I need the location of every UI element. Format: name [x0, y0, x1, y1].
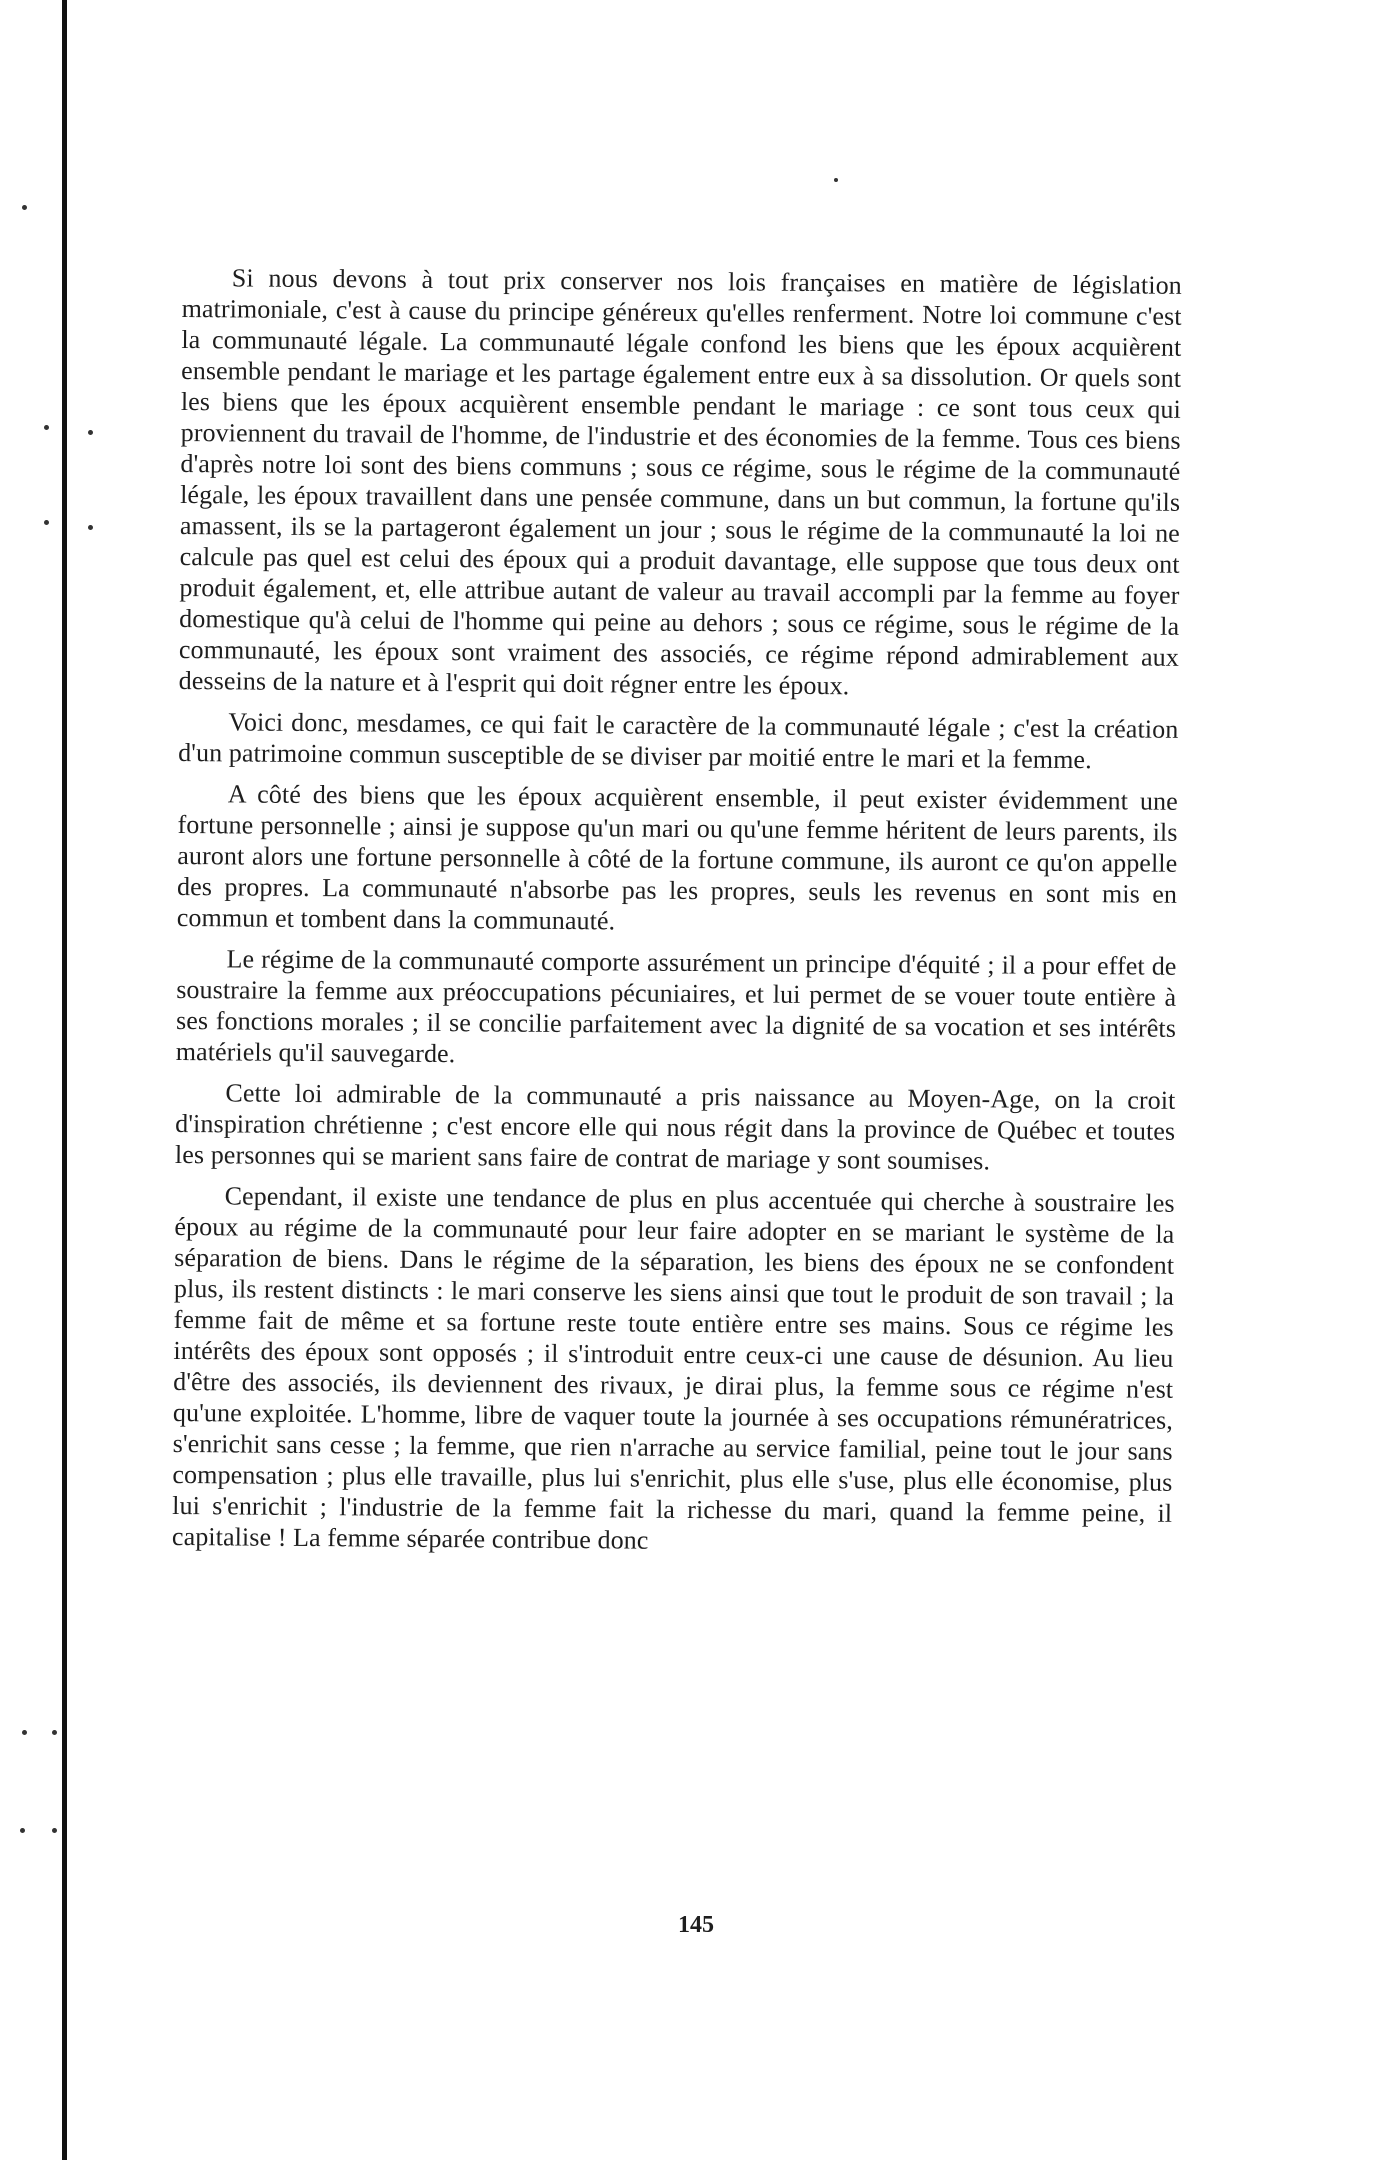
paragraph: Le régime de la communauté comporte assurément un principe d'équité ; il a pour effet de soustraire la femme aux préoccupations pécuniaires, et lui permet de se vouer toute entière à ses fonctions morales ; il se concilie parfaitement avec la dignité de sa vocation et ses intérêts matériels qu'il sauvegarde. [175, 944, 1177, 1069]
paragraph: A côté des biens que les époux acquièrent ensemble, il peut exister évidemment une fortune personnelle ; ainsi je suppose qu'un mari ou qu'une femme héritent de leurs parents, ils auront alors une fortune personnelle à côté de la fortune commune, ils auront ce qu'on appelle des propres. La communauté n'absorbe pas les propres, seuls les revenus en sont mis en commun et tombent dans la communauté. [176, 779, 1178, 936]
scan-speck [44, 425, 49, 430]
paragraph: Cependant, il existe une tendance de plus en plus accentuée qui cherche à soustraire les époux au régime de la communauté pour leur faire adopter en se mariant le système de la séparation de biens. Dans le régime de la séparation, les biens des époux ne se confondent plus, ils restent distincts : le mari conserve les siens ainsi que tout le produit de son travail ; la femme fait de même et sa fortune reste toute entière entre ses mains. Sous ce régime les intérêts des époux sont opposés ; il s'introduit entre ceux-ci une cause de désunion. Au lieu d'être des associés, ils deviennent des rivaux, je dirai plus, la femme sous ce régime n'est qu'une exploitée. L'homme, libre de vaquer toute la journée à ses occupations rémunératrices, s'enrichit sans cesse ; la femme, que rien n'arrache au service familial, peine tout le jour sans compensation ; plus elle travaille, plus lui s'enrichit, plus elle s'use, plus elle économise, plus lui s'enrichit ; l'industrie de la femme fait la richesse du mari, quand la femme peine, il capitalise ! La femme séparée contribue donc [171, 1181, 1175, 1555]
scan-speck [22, 1730, 27, 1735]
paragraph: Si nous devons à tout prix conserver nos lois françaises en matière de législation matrimoniale, c'est à cause du principe généreux qu'elles renferment. Notre loi commune c'est la communauté légale. La communauté légale confond les biens que les époux acquièrent ensemble pendant le mariage et les partage également entre eux à sa dissolution. Or quels sont les biens que les époux acquièrent ensemble pendant le mariage : ce sont tous ceux qui proviennent du travail de l'homme, de l'industrie et des économies de la femme. Tous ces biens d'après notre loi sont des biens communs ; sous ce régime, sous le régime de la communauté légale, les époux travaillent dans une pensée commune, dans un but commun, la fortune qu'ils amassent, ils se la partageront également un jour ; sous le régime de la communauté la loi ne calcule pas quel est celui des époux qui a produit davantage, elle suppose que tous deux ont produit également, et, elle attribue autant de valeur au travail accompli par la femme au foyer domestique qu'à celui de l'homme qui peine au dehors ; sous ce régime, sous le régime de la communauté, les époux sont vraiment des associés, ce régime répond admirablement aux desseins de la nature et à l'esprit qui doit régner entre les époux. [178, 263, 1182, 701]
scan-speck [20, 1828, 25, 1833]
paragraph: Cette loi admirable de la communauté a pris naissance au Moyen-Age, on la croit d'inspiration chrétienne ; c'est encore elle qui nous régit dans la province de Québec et toutes les personnes qui se marient sans faire de contrat de mariage y sont soumises. [174, 1078, 1176, 1176]
paragraph: Voici donc, mesdames, ce qui fait le caractère de la communauté légale ; c'est la création d'un patrimoine commun susceptible de se diviser par moitié entre le mari et la femme. [178, 707, 1179, 775]
scan-speck [52, 1730, 57, 1735]
scan-speck [88, 525, 93, 530]
page-body-text [172, 262, 1182, 1570]
scan-speck [88, 430, 93, 435]
scan-speck [22, 205, 27, 210]
page-number: 145 [678, 1912, 714, 1938]
scan-margin [0, 0, 62, 2160]
scan-speck [52, 1828, 57, 1833]
scan-speck [834, 178, 838, 182]
scan-speck [44, 520, 49, 525]
page-binding-edge [62, 0, 67, 2160]
